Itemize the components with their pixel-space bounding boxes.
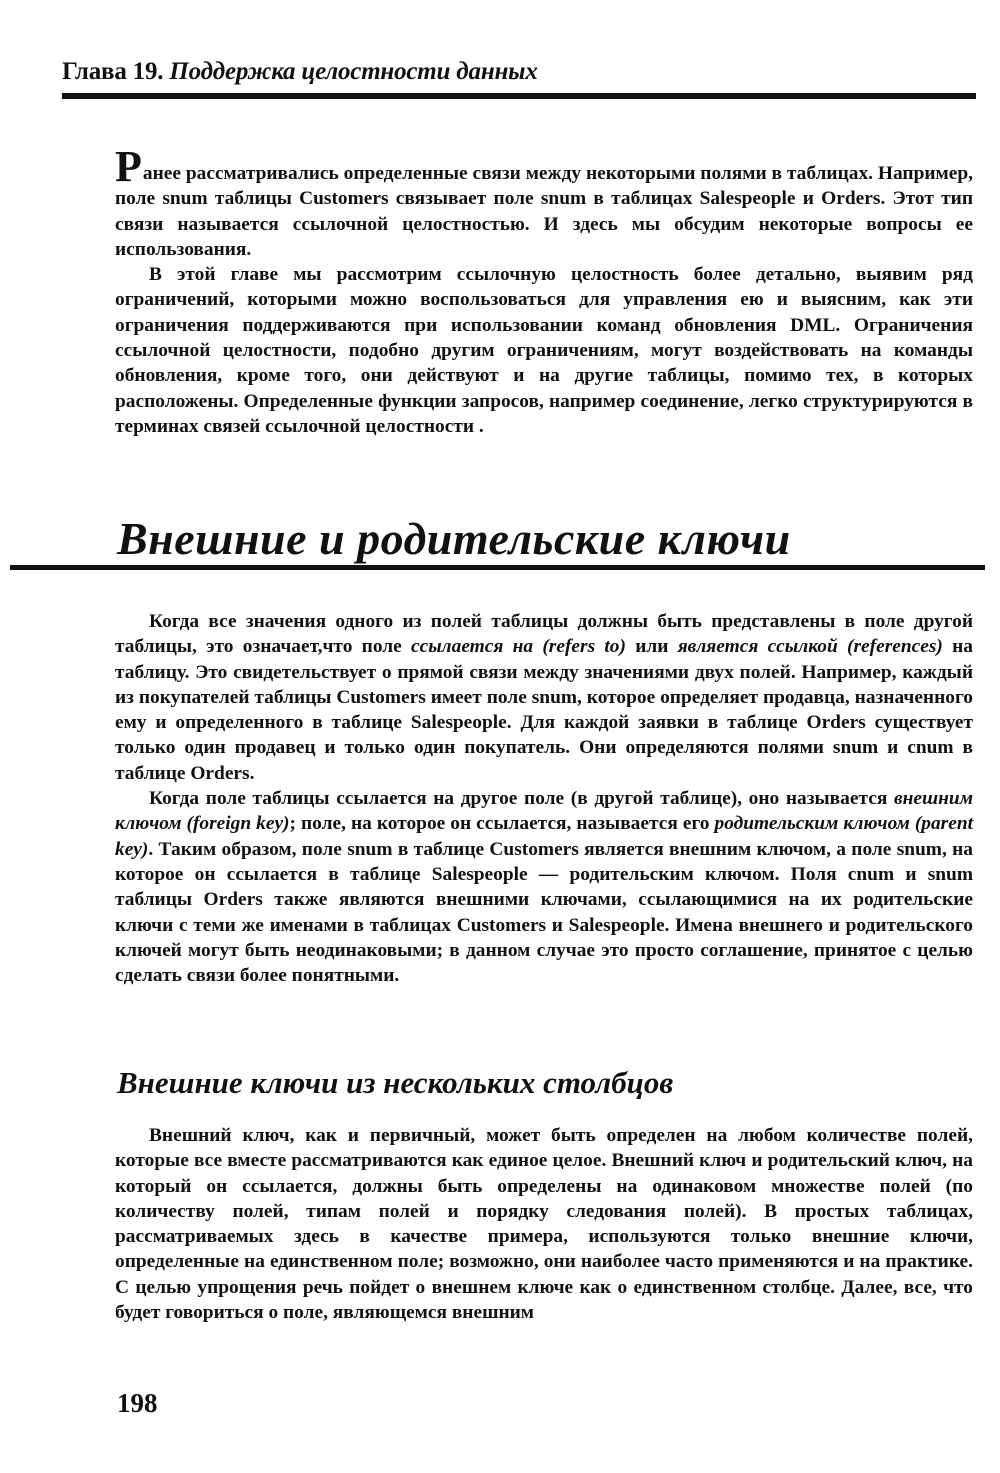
section-1-paragraph-2 xyxy=(115,786,973,988)
text-run: ; поле, на которое он ссылается, называется его xyxy=(289,813,715,835)
text-run: или xyxy=(625,636,678,658)
header-rule xyxy=(62,93,976,99)
chapter-title: Поддержка целостности данных xyxy=(169,58,538,85)
text-run: . Таким образом, поле snum в таблице Customers является внешним ключом, а поле snum, на которое он ссылается в таблице Salespeople — родительским ключом. Поля cnum и snum таблицы Orders также являются внешними ключами, ссылающимися на их родительские ключи с теми же именами в таблицах Customers и Salespeople. Имена внешнего и родительского ключей могут быть неодинаковыми; в данном случае это просто соглашение, принятое с целью сделать связи более понятными. xyxy=(115,838,973,987)
text-run: на таблицу. Это свидетельствует о прямой связи между значениями двух полей. Например, каждый из покупателей таблицы Customers имеет поле snum, которое определяет продавца, назначенного ему и определенного в таблице Salespeople. Для каждой заявки в таблице Orders существует только один продавец и только один покупатель. Они определяются полями snum и cnum в таблице Orders. xyxy=(115,636,973,784)
chapter-label: Глава 19. xyxy=(62,58,164,85)
section-1-paragraph-1 xyxy=(115,609,973,786)
section-2-paragraph-1: Внешний ключ, как и первичный, может быть определен на любом количестве полей, которые все вместе рассматриваются как единое целое. Внешний ключ и родительский ключ, на который он ссылается, должны быть определены на одинаковом множестве полей (по количеству полей, типам полей и порядку следования полей). В простых таблицах, рассматриваемых здесь в качестве примера, используются только внешние ключи, определенные на единственном поле; возможно, они наиболее часто применяются и на практике. С целью упрощения речь пойдет о внешнем ключе как о единственном столбце. Далее, все, что будет говориться о поле, являющемся внешним xyxy=(115,1125,973,1324)
section-2-body xyxy=(115,1123,973,1325)
intro-paragraph-1 xyxy=(115,142,973,262)
section-heading-foreign-parent-keys: Внешние и родительские ключи xyxy=(117,513,791,564)
drop-cap: Р xyxy=(115,142,142,191)
term-refers-to: ссылается на (refers to) xyxy=(411,636,626,658)
intro-paragraph-2: В этой главе мы рассмотрим ссылочную целостность более детально, выявим ряд ограничений, которыми можно воспользоваться для управления ею и выясним, как эти ограничения поддерживаются при использовании команд обновления DML. Ограничения ссылочной целостности, подобно другим ограничениям, могут воздействовать на команды обновления, кроме того, они действуют и на другие таблицы, помимо тех, в которых расположены. Определенные функции запросов, например соединение, легко структурируются в терминах связей ссылочной целостности . xyxy=(115,264,973,437)
subsection-heading-multicolumn-keys: Внешние ключи из нескольких столбцов xyxy=(117,1065,674,1100)
section-1-body xyxy=(115,609,973,988)
page-number: 198 xyxy=(117,1388,158,1418)
intro-paragraph-1-text: анее рассматривались определенные связи между некоторыми полями в таблицах. Например, поле snum таблицы Customers связывает поле snum в таблицах Salespeople и Orders. Этот тип связи называется ссылочной целостностью. И здесь мы обсудим некоторые вопросы ее использования. xyxy=(115,163,973,260)
intro-text xyxy=(115,142,973,439)
text-run: Когда поле таблицы ссылается на другое поле (в другой таблице), оно называется xyxy=(149,788,894,810)
term-foreign-key: внешним ключом (foreign key) xyxy=(115,788,973,835)
term-references: является ссылкой (references) xyxy=(677,636,943,658)
running-header xyxy=(62,58,538,86)
term-parent-key: родительским ключом (parent key) xyxy=(115,813,973,860)
section-heading-rule xyxy=(10,565,985,570)
text-run: Когда все значения одного из полей таблицы должны быть представлены в поле другой таблицы, это означает,что поле xyxy=(115,611,973,658)
